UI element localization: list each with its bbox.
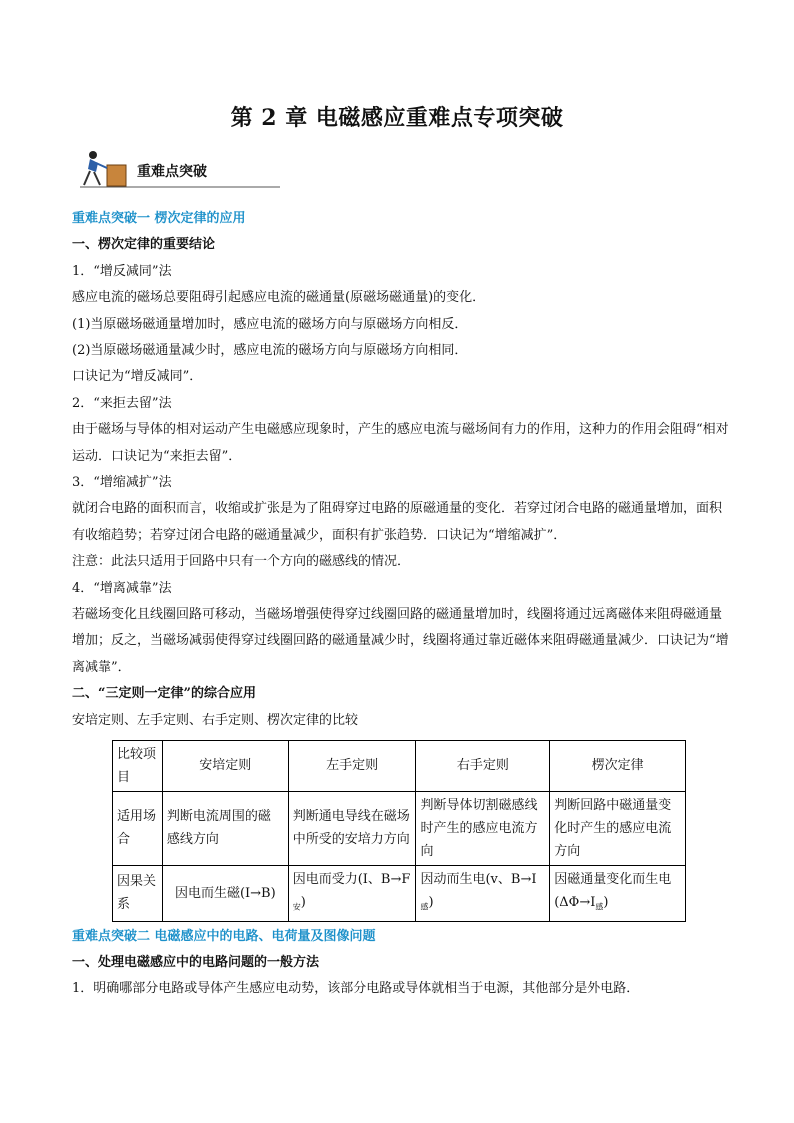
item1-paragraph-1: 感应电流的磁场总要阻碍引起感应电流的磁通量(原磁场磁通量)的变化． xyxy=(72,290,486,306)
table-cell: 比较项目 xyxy=(113,740,163,791)
subscript: 安 xyxy=(292,902,301,912)
table-cell: 因果关系 xyxy=(113,865,163,921)
cell-text: 因磁通量变化而生电(ΔΦ→I xyxy=(554,871,672,910)
main-content xyxy=(72,206,732,1003)
table-cell: 楞次定律 xyxy=(550,740,686,791)
table-cell: 安培定则 xyxy=(162,740,288,791)
cell-text: 因动而生电(v、B→I xyxy=(420,871,537,887)
cell-text: ) xyxy=(603,894,609,910)
section2-item1: 1．明确哪部分电路或导体产生感应电动势，该部分电路或导体就相当于电源，其他部分是外电路． xyxy=(72,981,640,997)
table-cell xyxy=(416,865,550,921)
table-cell: 适用场合 xyxy=(113,791,163,865)
table-row xyxy=(113,791,686,865)
item3-title: 3．“增缩减扩”法 xyxy=(72,474,172,490)
item2-paragraph: 由于磁场与导体的相对运动产生电磁感应现象时，产生的感应电流与磁场间有力的作用，这种力的作用会阻碍“相对运动．口诀记为“来拒去留”． xyxy=(72,422,729,464)
table-cell: 因电而生磁(I→B) xyxy=(162,865,288,921)
cell-text: ) xyxy=(428,894,434,910)
table-cell xyxy=(288,865,416,921)
table-cell: 左手定则 xyxy=(288,740,416,791)
subscript: 感 xyxy=(420,902,429,912)
table-row xyxy=(113,865,686,921)
table-cell: 判断通电导线在磁场中所受的安培力方向 xyxy=(288,791,416,865)
cell-text: ) xyxy=(300,894,306,910)
item4-paragraph: 若磁场变化且线圈回路可移动，当磁场增强使得穿过线圈回路的磁通量增加时，线圈将通过远离磁体来阻碍磁通量增加；反之，当磁场减弱使得穿过线圈回路的磁通量减少时，线圈将通过靠近磁体来阻碍磁通量减少．口诀记为“增离减靠”． xyxy=(72,606,729,675)
subheading-comprehensive: 二、“三定则一定律”的综合应用 xyxy=(72,686,256,702)
section-heading-1: 重难点突破一 楞次定律的应用 xyxy=(72,211,246,226)
subscript: 感 xyxy=(595,902,604,912)
table-row xyxy=(113,740,686,791)
item2-title: 2．“来拒去留”法 xyxy=(72,395,172,411)
cell-text: 因电而受力(I、B→F xyxy=(292,871,411,887)
item3-note: 注意：此法只适用于回路中只有一个方向的磁感线的情况． xyxy=(72,554,411,570)
item4-title: 4．“增离减靠”法 xyxy=(72,580,172,596)
comparison-table xyxy=(112,740,686,922)
table-cell xyxy=(550,865,686,921)
item1-paragraph-3: (2)当原磁场磁通量减少时，感应电流的磁场方向与原磁场方向相同． xyxy=(72,342,468,358)
item3-paragraph: 就闭合电路的面积而言，收缩或扩张是为了阻碍穿过电路的原磁通量的变化．若穿过闭合电路的磁通量增加，面积有收缩趋势；若穿过闭合电路的磁通量减少，面积有扩张趋势．口诀记为“增缩减扩”． xyxy=(72,501,723,543)
compare-intro: 安培定则、左手定则、右手定则、楞次定律的比较 xyxy=(72,712,359,728)
subheading-circuit-method: 一、处理电磁感应中的电路问题的一般方法 xyxy=(72,954,320,970)
item1-title: 1．“增反减同”法 xyxy=(72,263,172,279)
table-cell: 右手定则 xyxy=(416,740,550,791)
banner-label: 重难点突破 xyxy=(137,164,207,180)
table-cell: 判断电流周围的磁感线方向 xyxy=(162,791,288,865)
page-title: 第 2 章 电磁感应重难点专项突破 xyxy=(230,105,564,131)
table-cell: 判断回路中磁通量变化时产生的感应电流方向 xyxy=(550,791,686,865)
section-heading-2: 重难点突破二 电磁感应中的电路、电荷量及图像问题 xyxy=(72,928,376,944)
item1-paragraph-2: (1)当原磁场磁通量增加时，感应电流的磁场方向与原磁场方向相反． xyxy=(72,316,468,332)
item1-paragraph-4: 口诀记为“增反减同”． xyxy=(72,369,203,385)
subheading-conclusions: 一、楞次定律的重要结论 xyxy=(72,237,216,253)
table-cell: 判断导体切割磁感线时产生的感应电流方向 xyxy=(416,791,550,865)
